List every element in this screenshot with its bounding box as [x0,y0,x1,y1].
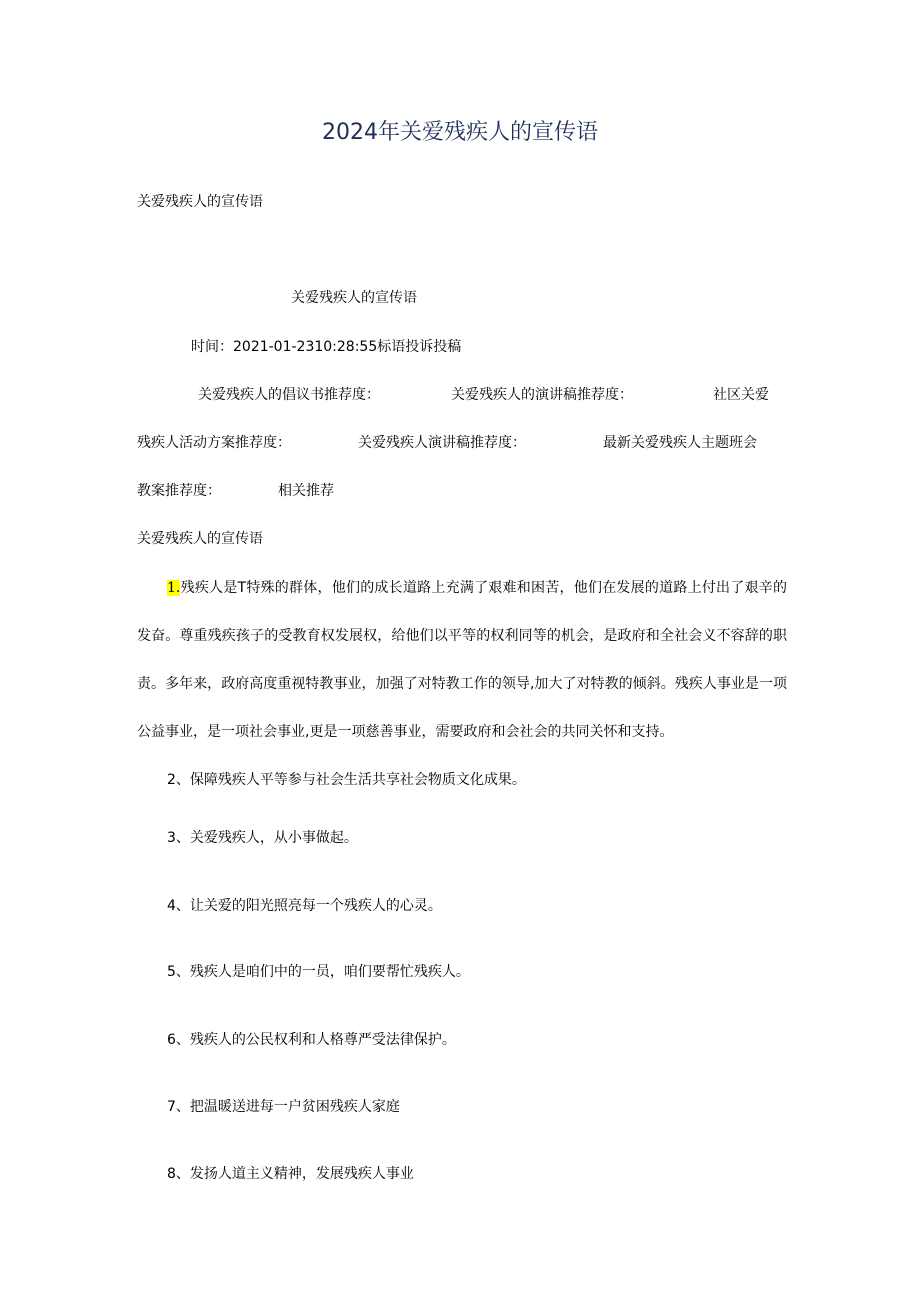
meta-line: 时间：2021-01-2310:28:55标语投诉投稿 [191,339,462,355]
item-1-paragraph [137,564,787,756]
list-item-3: 3、关爱残疾人，从小事做起。 [167,830,358,846]
list-item-8: 8、发扬人道主义精神，发展残疾人事业 [167,1166,414,1182]
section-heading: 关爱残疾人的宣传语 [137,531,263,547]
related-recommend[interactable]: 相关推荐 [278,483,334,499]
list-item-4: 4、让关爱的阳光照亮每一个残疾人的心灵。 [167,898,442,914]
item-1-number: 1. [167,580,181,596]
recommend-link-3-end[interactable]: 残疾人活动方案推荐度： [137,435,291,451]
heading-center: 关爱残疾人的宣传语 [291,290,417,306]
recommend-link-5-end[interactable]: 教案推荐度： [137,483,221,499]
recommend-link-2[interactable]: 关爱残疾人的演讲稿推荐度： [451,387,633,403]
list-item-5: 5、残疾人是咱们中的一员，咱们要帮忙残疾人。 [167,964,470,980]
recommend-link-5-start[interactable]: 最新关爱残疾人主题班会 [603,435,757,451]
recommend-link-3-start[interactable]: 社区关爱 [713,387,769,403]
recommend-link-1[interactable]: 关爱残疾人的倡议书推荐度： [198,387,380,403]
item-1-text: 残疾人是T特殊的群体，他们的成长道路上充满了艰难和困苦，他们在发展的道路上付出了艰辛的发奋。尊重残疾孩子的受教育权发展权，给他们以平等的权利同等的机会，是政府和全社会义不容辞的职责。多年来，政府高度重视特教事业，加强了对特教工作的领导,加大了对特教的倾斜。残疾人事业是一项公益事业，是一项社会事业,更是一项慈善事业，需要政府和会社会的共同关怀和支持。 [137,580,787,740]
list-item-6: 6、残疾人的公民权利和人格尊严受法律保护。 [167,1032,456,1048]
list-item-2: 2、保障残疾人平等参与社会生活共享社会物质文化成果。 [167,772,526,788]
document-title: 2024年关爱残疾人的宣传语 [322,120,598,145]
list-item-7: 7、把温暖送进每一户贫困残疾人家庭 [167,1099,400,1115]
recommend-link-4[interactable]: 关爱残疾人演讲稿推荐度： [358,435,526,451]
heading-left: 关爱残疾人的宣传语 [137,194,263,210]
